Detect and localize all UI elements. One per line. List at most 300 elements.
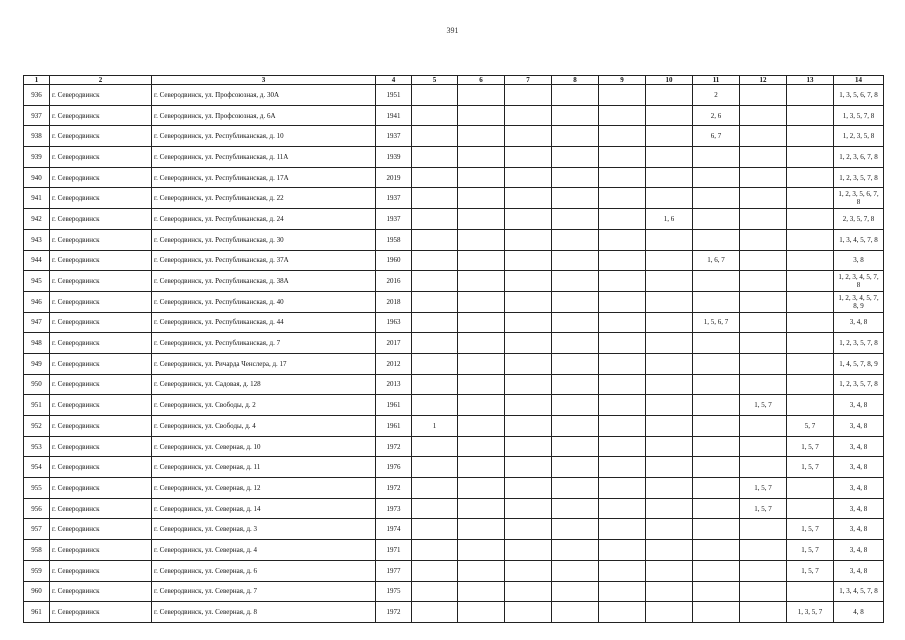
col6-cell <box>458 271 505 292</box>
col13-cell <box>787 105 834 126</box>
col10-cell <box>646 250 693 271</box>
col10-cell <box>646 353 693 374</box>
col13-cell <box>787 167 834 188</box>
column-header-8: 8 <box>552 76 599 85</box>
address-cell: г. Северодвинск, ул. Республиканская, д. 7 <box>152 333 376 354</box>
city-cell: г. Северодвинск <box>50 105 152 126</box>
page-number: 391 <box>446 26 459 35</box>
col13-cell <box>787 395 834 416</box>
col14-cell: 1, 2, 3, 6, 7, 8 <box>834 147 884 168</box>
col11-cell: 6, 7 <box>693 126 740 147</box>
city-cell: г. Северодвинск <box>50 498 152 519</box>
year-cell: 2013 <box>376 374 412 395</box>
year-cell: 1937 <box>376 126 412 147</box>
table-row <box>24 291 884 312</box>
col7-cell <box>505 519 552 540</box>
col6-cell <box>458 147 505 168</box>
col10-cell <box>646 229 693 250</box>
table-row <box>24 457 884 478</box>
col7-cell <box>505 395 552 416</box>
col13-cell: 1, 5, 7 <box>787 519 834 540</box>
col7-cell <box>505 126 552 147</box>
year-cell: 2012 <box>376 353 412 374</box>
col8-cell <box>552 333 599 354</box>
col8-cell <box>552 395 599 416</box>
table-row <box>24 353 884 374</box>
col10-cell <box>646 147 693 168</box>
column-header-2: 2 <box>50 76 152 85</box>
row-number-cell: 957 <box>24 519 50 540</box>
col13-cell <box>787 353 834 374</box>
col11-cell <box>693 271 740 292</box>
col8-cell <box>552 250 599 271</box>
col11-cell <box>693 602 740 623</box>
col9-cell <box>599 602 646 623</box>
col8-cell <box>552 105 599 126</box>
col9-cell <box>599 271 646 292</box>
address-cell: г. Северодвинск, ул. Республиканская, д. 22 <box>152 188 376 209</box>
col13-cell <box>787 581 834 602</box>
col6-cell <box>458 560 505 581</box>
col5-cell <box>412 229 458 250</box>
col5-cell <box>412 374 458 395</box>
year-cell: 2019 <box>376 167 412 188</box>
col5-cell <box>412 602 458 623</box>
col5-cell <box>412 105 458 126</box>
col9-cell <box>599 581 646 602</box>
col12-cell <box>740 374 787 395</box>
col6-cell <box>458 250 505 271</box>
row-number-cell: 960 <box>24 581 50 602</box>
col12-cell <box>740 229 787 250</box>
table-row <box>24 209 884 230</box>
col11-cell <box>693 188 740 209</box>
table-row <box>24 416 884 437</box>
col12-cell <box>740 85 787 106</box>
col11-cell <box>693 416 740 437</box>
col13-cell: 1, 5, 7 <box>787 540 834 561</box>
col13-cell <box>787 312 834 333</box>
col14-cell: 1, 2, 3, 5, 8 <box>834 126 884 147</box>
col8-cell <box>552 291 599 312</box>
table-row <box>24 312 884 333</box>
col10-cell <box>646 167 693 188</box>
col8-cell <box>552 374 599 395</box>
row-number-cell: 959 <box>24 560 50 581</box>
address-cell: г. Северодвинск, ул. Северная, д. 11 <box>152 457 376 478</box>
col6-cell <box>458 229 505 250</box>
col14-cell: 4, 8 <box>834 602 884 623</box>
col14-cell: 1, 3, 4, 5, 7, 8 <box>834 229 884 250</box>
col9-cell <box>599 85 646 106</box>
col6-cell <box>458 478 505 499</box>
year-cell: 1977 <box>376 560 412 581</box>
city-cell: г. Северодвинск <box>50 540 152 561</box>
col8-cell <box>552 126 599 147</box>
row-number-cell: 947 <box>24 312 50 333</box>
row-number-cell: 958 <box>24 540 50 561</box>
col14-cell: 2, 3, 5, 7, 8 <box>834 209 884 230</box>
col6-cell <box>458 105 505 126</box>
col9-cell <box>599 498 646 519</box>
col9-cell <box>599 209 646 230</box>
column-header-10: 10 <box>646 76 693 85</box>
col13-cell: 5, 7 <box>787 416 834 437</box>
table-row <box>24 395 884 416</box>
year-cell: 1972 <box>376 478 412 499</box>
city-cell: г. Северодвинск <box>50 457 152 478</box>
col7-cell <box>505 374 552 395</box>
col9-cell <box>599 436 646 457</box>
col13-cell: 1, 5, 7 <box>787 560 834 581</box>
col8-cell <box>552 540 599 561</box>
col11-cell <box>693 209 740 230</box>
col12-cell <box>740 353 787 374</box>
col9-cell <box>599 374 646 395</box>
row-number-cell: 953 <box>24 436 50 457</box>
row-number-cell: 943 <box>24 229 50 250</box>
col8-cell <box>552 560 599 581</box>
year-cell: 1975 <box>376 581 412 602</box>
row-number-cell: 956 <box>24 498 50 519</box>
address-cell: г. Северодвинск, ул. Профсоюзная, д. 30А <box>152 85 376 106</box>
col14-cell: 1, 2, 3, 5, 7, 8 <box>834 167 884 188</box>
row-number-cell: 944 <box>24 250 50 271</box>
city-cell: г. Северодвинск <box>50 436 152 457</box>
city-cell: г. Северодвинск <box>50 581 152 602</box>
address-cell: г. Северодвинск, ул. Свободы, д. 4 <box>152 416 376 437</box>
col14-cell: 3, 4, 8 <box>834 395 884 416</box>
table-row <box>24 271 884 292</box>
col10-cell <box>646 333 693 354</box>
col9-cell <box>599 291 646 312</box>
col10-cell <box>646 478 693 499</box>
col5-cell <box>412 250 458 271</box>
col10-cell <box>646 105 693 126</box>
col14-cell: 3, 4, 8 <box>834 498 884 519</box>
col14-cell: 1, 2, 3, 5, 6, 7, 8 <box>834 188 884 209</box>
col11-cell <box>693 560 740 581</box>
col6-cell <box>458 126 505 147</box>
col13-cell <box>787 85 834 106</box>
col10-cell <box>646 188 693 209</box>
col7-cell <box>505 353 552 374</box>
col11-cell: 1, 5, 6, 7 <box>693 312 740 333</box>
col5-cell <box>412 519 458 540</box>
address-cell: г. Северодвинск, ул. Республиканская, д. 38А <box>152 271 376 292</box>
col6-cell <box>458 291 505 312</box>
year-cell: 1937 <box>376 209 412 230</box>
city-cell: г. Северодвинск <box>50 353 152 374</box>
col12-cell <box>740 105 787 126</box>
col10-cell <box>646 395 693 416</box>
col5-cell <box>412 395 458 416</box>
city-cell: г. Северодвинск <box>50 560 152 581</box>
col5-cell <box>412 333 458 354</box>
year-cell: 1963 <box>376 312 412 333</box>
col9-cell <box>599 560 646 581</box>
column-header-12: 12 <box>740 76 787 85</box>
col8-cell <box>552 188 599 209</box>
col8-cell <box>552 436 599 457</box>
row-number-cell: 951 <box>24 395 50 416</box>
row-number-cell: 950 <box>24 374 50 395</box>
row-number-cell: 952 <box>24 416 50 437</box>
year-cell: 1941 <box>376 105 412 126</box>
col9-cell <box>599 126 646 147</box>
year-cell: 2016 <box>376 271 412 292</box>
year-cell: 1960 <box>376 250 412 271</box>
col6-cell <box>458 602 505 623</box>
col7-cell <box>505 312 552 333</box>
city-cell: г. Северодвинск <box>50 291 152 312</box>
col9-cell <box>599 147 646 168</box>
col12-cell <box>740 581 787 602</box>
col9-cell <box>599 540 646 561</box>
col6-cell <box>458 519 505 540</box>
col8-cell <box>552 167 599 188</box>
row-number-cell: 938 <box>24 126 50 147</box>
row-number-cell: 961 <box>24 602 50 623</box>
col14-cell: 1, 2, 3, 5, 7, 8 <box>834 374 884 395</box>
col14-cell: 3, 8 <box>834 250 884 271</box>
column-header-13: 13 <box>787 76 834 85</box>
city-cell: г. Северодвинск <box>50 416 152 437</box>
col11-cell: 1, 6, 7 <box>693 250 740 271</box>
address-cell: г. Северодвинск, ул. Садовая, д. 128 <box>152 374 376 395</box>
col5-cell <box>412 188 458 209</box>
address-cell: г. Северодвинск, ул. Свободы, д. 2 <box>152 395 376 416</box>
col11-cell <box>693 291 740 312</box>
col12-cell <box>740 560 787 581</box>
col10-cell <box>646 126 693 147</box>
col9-cell <box>599 457 646 478</box>
col13-cell <box>787 188 834 209</box>
table-body <box>24 85 884 623</box>
col14-cell: 3, 4, 8 <box>834 519 884 540</box>
col14-cell: 3, 4, 8 <box>834 478 884 499</box>
col12-cell <box>740 188 787 209</box>
address-cell: г. Северодвинск, ул. Северная, д. 14 <box>152 498 376 519</box>
col11-cell <box>693 457 740 478</box>
city-cell: г. Северодвинск <box>50 167 152 188</box>
col12-cell <box>740 312 787 333</box>
col10-cell: 1, 6 <box>646 209 693 230</box>
col5-cell <box>412 167 458 188</box>
col6-cell <box>458 436 505 457</box>
col14-cell: 3, 4, 8 <box>834 560 884 581</box>
col9-cell <box>599 312 646 333</box>
col14-cell: 1, 2, 3, 4, 5, 7, 8, 9 <box>834 291 884 312</box>
address-cell: г. Северодвинск, ул. Северная, д. 8 <box>152 602 376 623</box>
col8-cell <box>552 229 599 250</box>
col11-cell: 2, 6 <box>693 105 740 126</box>
address-cell: г. Северодвинск, ул. Республиканская, д. 17А <box>152 167 376 188</box>
table-row <box>24 436 884 457</box>
col10-cell <box>646 457 693 478</box>
column-header-3: 3 <box>152 76 376 85</box>
row-number-cell: 936 <box>24 85 50 106</box>
address-cell: г. Северодвинск, ул. Республиканская, д. 10 <box>152 126 376 147</box>
col11-cell <box>693 540 740 561</box>
table-row <box>24 229 884 250</box>
column-header-4: 4 <box>376 76 412 85</box>
col9-cell <box>599 167 646 188</box>
year-cell: 1961 <box>376 395 412 416</box>
col5-cell <box>412 498 458 519</box>
col10-cell <box>646 416 693 437</box>
col7-cell <box>505 85 552 106</box>
year-cell: 1973 <box>376 498 412 519</box>
row-number-cell: 955 <box>24 478 50 499</box>
year-cell: 1974 <box>376 519 412 540</box>
city-cell: г. Северодвинск <box>50 126 152 147</box>
col7-cell <box>505 147 552 168</box>
col5-cell <box>412 312 458 333</box>
col10-cell <box>646 602 693 623</box>
col7-cell <box>505 333 552 354</box>
table-row <box>24 105 884 126</box>
col11-cell <box>693 353 740 374</box>
col13-cell <box>787 209 834 230</box>
col9-cell <box>599 416 646 437</box>
col12-cell <box>740 519 787 540</box>
col11-cell: 2 <box>693 85 740 106</box>
col14-cell: 3, 4, 8 <box>834 312 884 333</box>
col7-cell <box>505 436 552 457</box>
table-row <box>24 188 884 209</box>
col12-cell <box>740 167 787 188</box>
col6-cell <box>458 457 505 478</box>
table-row <box>24 478 884 499</box>
col12-cell <box>740 436 787 457</box>
col9-cell <box>599 250 646 271</box>
col5-cell <box>412 147 458 168</box>
table-row <box>24 602 884 623</box>
col11-cell <box>693 395 740 416</box>
city-cell: г. Северодвинск <box>50 333 152 354</box>
col5-cell <box>412 291 458 312</box>
col8-cell <box>552 478 599 499</box>
header-row <box>24 76 884 85</box>
year-cell: 1939 <box>376 147 412 168</box>
city-cell: г. Северодвинск <box>50 395 152 416</box>
col14-cell: 1, 4, 5, 7, 8, 9 <box>834 353 884 374</box>
address-cell: г. Северодвинск, ул. Республиканская, д. 11А <box>152 147 376 168</box>
col13-cell <box>787 250 834 271</box>
col7-cell <box>505 250 552 271</box>
col6-cell <box>458 333 505 354</box>
col5-cell <box>412 581 458 602</box>
city-cell: г. Северодвинск <box>50 271 152 292</box>
year-cell: 1961 <box>376 416 412 437</box>
col9-cell <box>599 105 646 126</box>
city-cell: г. Северодвинск <box>50 519 152 540</box>
column-header-14: 14 <box>834 76 884 85</box>
col7-cell <box>505 105 552 126</box>
city-cell: г. Северодвинск <box>50 209 152 230</box>
col6-cell <box>458 353 505 374</box>
col9-cell <box>599 395 646 416</box>
data-table <box>23 75 884 623</box>
col12-cell <box>740 209 787 230</box>
col6-cell <box>458 312 505 333</box>
year-cell: 1958 <box>376 229 412 250</box>
col7-cell <box>505 540 552 561</box>
col7-cell <box>505 457 552 478</box>
col14-cell: 1, 3, 4, 5, 7, 8 <box>834 581 884 602</box>
city-cell: г. Северодвинск <box>50 250 152 271</box>
col9-cell <box>599 353 646 374</box>
col8-cell <box>552 602 599 623</box>
col9-cell <box>599 188 646 209</box>
col9-cell <box>599 478 646 499</box>
col6-cell <box>458 188 505 209</box>
table-row <box>24 167 884 188</box>
city-cell: г. Северодвинск <box>50 188 152 209</box>
row-number-cell: 937 <box>24 105 50 126</box>
city-cell: г. Северодвинск <box>50 147 152 168</box>
col12-cell: 1, 5, 7 <box>740 395 787 416</box>
year-cell: 1951 <box>376 85 412 106</box>
col9-cell <box>599 229 646 250</box>
col14-cell: 1, 3, 5, 6, 7, 8 <box>834 85 884 106</box>
col7-cell <box>505 581 552 602</box>
col8-cell <box>552 416 599 437</box>
col12-cell <box>740 416 787 437</box>
row-number-cell: 939 <box>24 147 50 168</box>
address-cell: г. Северодвинск, ул. Северная, д. 7 <box>152 581 376 602</box>
col10-cell <box>646 540 693 561</box>
address-cell: г. Северодвинск, ул. Республиканская, д. 30 <box>152 229 376 250</box>
col6-cell <box>458 85 505 106</box>
col5-cell <box>412 126 458 147</box>
year-cell: 1971 <box>376 540 412 561</box>
row-number-cell: 948 <box>24 333 50 354</box>
column-header-1: 1 <box>24 76 50 85</box>
col13-cell <box>787 291 834 312</box>
col12-cell <box>740 602 787 623</box>
column-header-6: 6 <box>458 76 505 85</box>
year-cell: 1976 <box>376 457 412 478</box>
col7-cell <box>505 560 552 581</box>
col5-cell <box>412 560 458 581</box>
col12-cell <box>740 540 787 561</box>
col5-cell <box>412 457 458 478</box>
year-cell: 1972 <box>376 436 412 457</box>
col8-cell <box>552 312 599 333</box>
row-number-cell: 945 <box>24 271 50 292</box>
col12-cell <box>740 147 787 168</box>
col7-cell <box>505 416 552 437</box>
col11-cell <box>693 147 740 168</box>
table-row <box>24 540 884 561</box>
row-number-cell: 940 <box>24 167 50 188</box>
col8-cell <box>552 209 599 230</box>
row-number-cell: 942 <box>24 209 50 230</box>
row-number-cell: 946 <box>24 291 50 312</box>
address-cell: г. Северодвинск, ул. Республиканская, д. 24 <box>152 209 376 230</box>
col11-cell <box>693 581 740 602</box>
col7-cell <box>505 188 552 209</box>
column-header-5: 5 <box>412 76 458 85</box>
col6-cell <box>458 395 505 416</box>
table-row <box>24 250 884 271</box>
col10-cell <box>646 581 693 602</box>
col11-cell <box>693 478 740 499</box>
col14-cell: 1, 3, 5, 7, 8 <box>834 105 884 126</box>
row-number-cell: 954 <box>24 457 50 478</box>
